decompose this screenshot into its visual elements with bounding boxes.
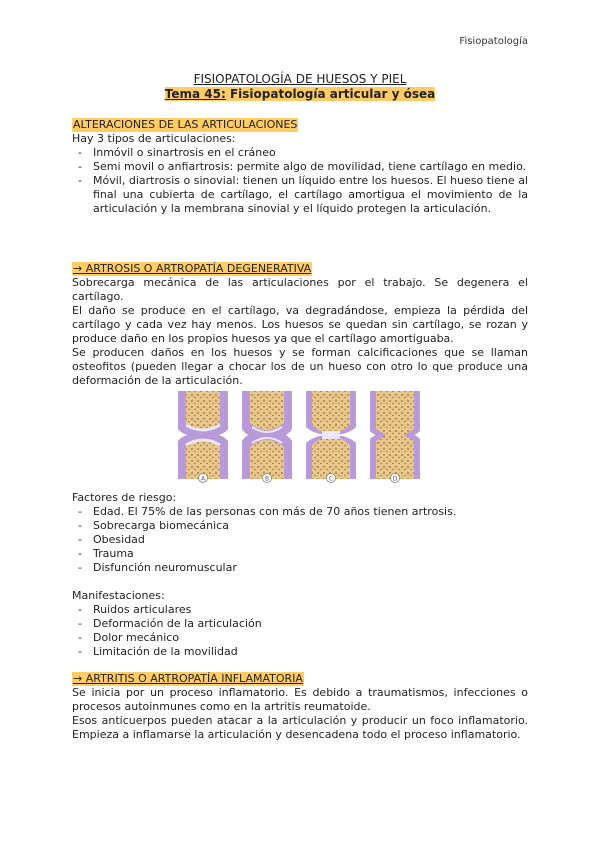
risk-factors-title: Factores de riesgo:	[72, 491, 177, 504]
artritis-paragraph-1: Se inicia por un proceso inflamatorio. Es debido a traumatismos, infecciones o procesos autoinmunes como en la artritis reumatoide.	[72, 686, 528, 713]
section1-intro: Hay 3 tipos de articulaciones:	[72, 132, 236, 145]
manifestations-title: Manifestaciones:	[72, 589, 165, 602]
document-title-text: FISIOPATOLOGÍA DE HUESOS Y PIEL	[193, 72, 407, 86]
topic-title	[0, 87, 600, 102]
section-heading-artrosis: → ARTROSIS O ARTROPATÍA DEGENERATIVA	[73, 262, 312, 275]
document-title	[0, 72, 600, 87]
list-item: - Trauma	[72, 547, 528, 561]
list-item: - Ruidos articulares	[72, 603, 528, 617]
topic-title-highlight	[165, 87, 435, 101]
list-item: - Obesidad	[72, 533, 528, 547]
list-item: - Limitación de la movilidad	[72, 645, 528, 659]
svg-text:C: C	[328, 475, 334, 483]
list-item: - Disfunción neuromuscular	[72, 561, 528, 575]
stage-label-b	[263, 474, 272, 483]
list-item: - Edad. El 75% de las personas con más de 70 años tienen artrosis.	[72, 505, 528, 519]
joint-stage-b	[242, 391, 292, 479]
list-item: - Deformación de la articulación	[72, 617, 528, 631]
svg-text:D: D	[392, 475, 398, 483]
joint-types-list	[72, 146, 528, 216]
risk-factors-list	[72, 505, 528, 575]
joint-stage-c	[306, 391, 356, 479]
list-item: - Semi movil o anfiartrosis: permite algo de movilidad, tiene cartílago en medio.	[72, 160, 528, 174]
joint-stage-d	[370, 391, 420, 479]
list-item: - Móvil, diartrosis o sinovial: tienen un líquido entre los huesos. El hueso tiene al final una cubierta de cartílago, el cartílago amortigua el movimiento de la articulación y la membrana sinovial y el líquido protegen la articulación.	[72, 174, 528, 216]
artrosis-paragraph-2: El daño se produce en el cartílago, va degradándose, empieza la pérdida del cartílago y cada vez hay menos. Los huesos se quedan sin cartílago, se rozan y produce daño en los propios huesos ya que el cartílago amortiguaba.	[72, 304, 528, 345]
running-header: Fisiopatología	[459, 36, 528, 47]
stage-label-c	[327, 474, 336, 483]
artritis-paragraph-2: Esos anticuerpos pueden atacar a la articulación y producir un foco inflamatorio. Empieza a inflamarse la articulación y desencadena todo el proceso inflamatorio.	[72, 714, 528, 741]
svg-text:A: A	[200, 475, 206, 483]
svg-text:B: B	[264, 475, 270, 483]
list-item: - Inmóvil o sinartrosis en el cráneo	[72, 146, 528, 160]
section-heading-artritis: → ARTRITIS O ARTROPATÍA INFLAMATORIA	[73, 672, 303, 685]
artrosis-paragraph-1: Sobrecarga mecánica de las articulaciones por el trabajo. Se degenera el cartílago.	[72, 276, 528, 303]
stage-label-d	[391, 474, 400, 483]
list-item: - Sobrecarga biomecánica	[72, 519, 528, 533]
artrosis-paragraph-3: Se producen daños en los huesos y se forman calcificaciones que se llaman osteofitos (pueden llegar a chocar los de un hueso con otro lo que produce una deformación de la articulación.	[72, 346, 528, 387]
joint-degeneration-figure	[172, 387, 428, 485]
stage-label-a	[199, 474, 208, 483]
list-item: - Dolor mecánico	[72, 631, 528, 645]
section-heading-alteraciones: ALTERACIONES DE LAS ARTICULACIONES	[73, 118, 298, 131]
topic-label: Tema 45:	[164, 87, 226, 101]
joint-stage-a	[178, 391, 228, 479]
topic-text: Fisiopatología articular y ósea	[225, 87, 436, 101]
manifestations-list	[72, 603, 528, 659]
